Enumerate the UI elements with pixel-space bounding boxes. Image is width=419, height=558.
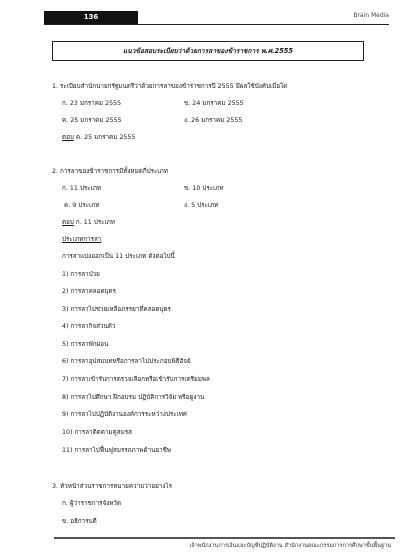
leave-type-item: 10) การลาติดตามคู่สมรส bbox=[62, 429, 132, 436]
q2-choice-a: ก. 11 ประเภท bbox=[62, 185, 102, 192]
leave-type-item: 2) การลาคลอดบุตร bbox=[62, 288, 117, 295]
q1-answer-label: ตอบ bbox=[62, 134, 74, 141]
q1-choice-c: ค. 25 มกราคม 2555 bbox=[62, 117, 122, 124]
leave-type-item: 5) การลาพักผ่อน bbox=[62, 341, 109, 348]
leave-type-item: 4) การลากิจส่วนตัว bbox=[62, 323, 116, 330]
page-number: 136 bbox=[83, 13, 99, 21]
leave-type-item: 7) การลาเข้ารับการตรวจเลือกหรือเข้ารับการเตรียมพล bbox=[62, 376, 210, 383]
page-title: แนวข้อสอบระเบียบว่าด้วยการลาของข้าราชการ พ.ศ.2555 bbox=[123, 47, 293, 55]
q1-question: 1. ระเบียบสำนักนายกรัฐมนตรีว่าด้วยการลาของข้าราชการปี 2555 มีผลใช้บังคับเมื่อใด bbox=[52, 83, 288, 90]
q2-answer-value: ก. 11 ประเภท bbox=[73, 219, 115, 226]
q3-question: 3. หัวหน้าส่วนราชการหมายความว่าอย่างไร bbox=[52, 483, 172, 490]
q3-choice-a: ก. ผู้ว่าราชการจังหวัด bbox=[62, 500, 122, 507]
brand-name: Brain Media bbox=[353, 12, 389, 19]
q1-choice-b: ข. 24 มกราคม 2555 bbox=[184, 100, 244, 107]
page-number-bar bbox=[44, 11, 138, 24]
q2-question: 2. การลาของข้าราชการมีทั้งหมดกี่ประเภท bbox=[52, 168, 168, 175]
footer-rule bbox=[54, 537, 395, 539]
q1-choice-d: ง. 26 มกราคม 2555 bbox=[184, 117, 243, 124]
leave-type-item: 1) การลาป่วย bbox=[62, 271, 100, 278]
leave-type-item: 9) การลาไปปฏิบัติงานองค์การระหว่างประเทศ bbox=[62, 411, 187, 418]
q1-choice-a: ก. 23 มกราคม 2555 bbox=[62, 100, 122, 107]
q2-choice-d: ง. 5 ประเภท bbox=[184, 202, 219, 209]
leave-types-heading: ประเภทการลา bbox=[62, 236, 102, 243]
leave-type-item: 3) การลาไปช่วยเหลือภรรยาที่คลอดบุตร bbox=[62, 306, 171, 313]
q1-answer bbox=[62, 133, 135, 142]
q2-choice-c: ค. 9 ประเภท bbox=[64, 202, 100, 209]
footer-text: เจ้าพนักงานการเงินและบัญชีปฏิบัติงาน สำนักงานคณะกรรมการการศึกษาขั้นพื้นฐาน bbox=[189, 543, 391, 549]
q3-choice-b: ข. อธิการบดี bbox=[62, 518, 97, 525]
leave-type-item: 6) การลาอุปสมบทหรือการลาไปประกอบพิธีฮัจย์ bbox=[62, 358, 191, 365]
leave-types-intro: การลาแบ่งออกเป็น 11 ประเภท ดังต่อไปนี้ bbox=[62, 253, 175, 260]
q1-answer-value: ค. 25 มกราคม 2555 bbox=[73, 134, 136, 141]
leave-type-item: 11) การลาไปฟื้นฟูสมรรถภาพด้านอาชีพ bbox=[62, 447, 172, 454]
q2-answer-label: ตอบ bbox=[62, 219, 74, 226]
header-rule bbox=[44, 24, 389, 25]
title-box bbox=[52, 41, 364, 61]
q2-answer bbox=[62, 218, 115, 227]
leave-type-item: 8) การลาไปศึกษา ฝึกอบรม ปฏิบัติการวิจัย หรือดูงาน bbox=[62, 394, 205, 401]
q2-choice-b: ข. 10 ประเภท bbox=[184, 185, 224, 192]
